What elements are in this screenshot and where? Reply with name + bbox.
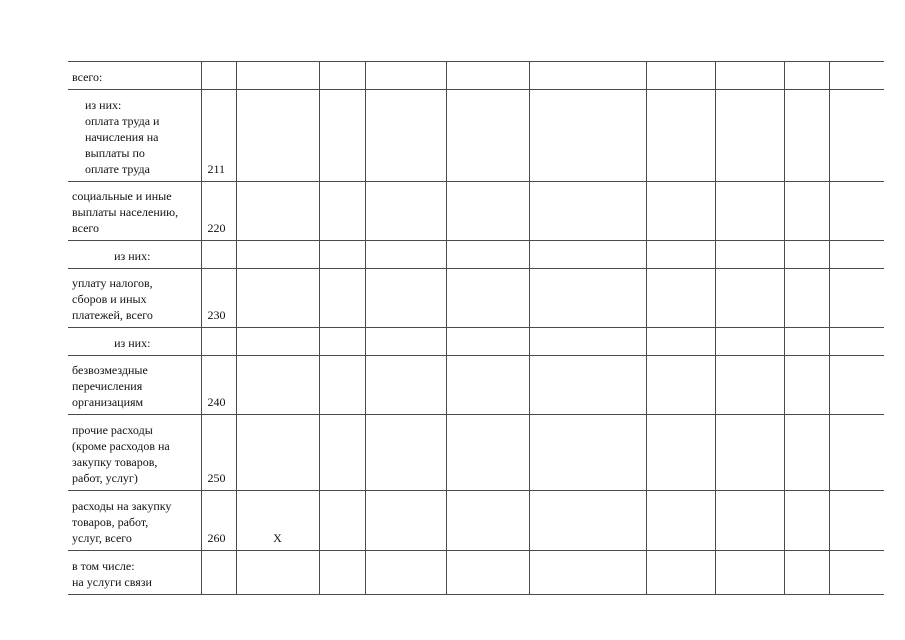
row-value-cell — [829, 551, 884, 595]
row-value-cell — [236, 62, 319, 90]
row-value-cell — [365, 182, 446, 241]
row-code-cell — [201, 241, 236, 269]
row-value-cell — [446, 182, 529, 241]
row-value-cell — [365, 269, 446, 328]
row-name: из них: — [114, 249, 151, 263]
row-code: 240 — [207, 395, 226, 409]
row-value-cell — [715, 241, 784, 269]
row-value-cell — [784, 491, 829, 551]
row-value-cell — [715, 182, 784, 241]
row-code: 260 — [207, 531, 226, 545]
row-code: 211 — [207, 162, 226, 176]
row-value-cell — [319, 90, 365, 182]
table-row — [68, 62, 884, 90]
row-value-cell — [365, 415, 446, 491]
row-value-cell — [784, 328, 829, 356]
row-value-cell — [646, 269, 715, 328]
row-value-cell — [236, 182, 319, 241]
row-value-cell — [529, 269, 646, 328]
row-value-cell — [646, 551, 715, 595]
row-value-cell — [829, 241, 884, 269]
row-name: безвозмездные перечисления организациям — [72, 363, 148, 409]
row-name: прочие расходы (кроме расходов на закупку товаров, работ, услуг) — [72, 423, 170, 485]
row-value-cell — [529, 90, 646, 182]
row-value-cell — [319, 415, 365, 491]
table-row — [68, 551, 884, 595]
row-value-cell — [365, 356, 446, 415]
row-value-cell — [236, 491, 319, 551]
row-name-cell — [68, 182, 201, 241]
row-name-cell — [68, 328, 201, 356]
row-code: 230 — [207, 308, 226, 322]
row-value-cell — [319, 62, 365, 90]
row-name-cell — [68, 551, 201, 595]
row-name-cell — [68, 241, 201, 269]
row-value-cell — [715, 269, 784, 328]
row-name: социальные и иные выплаты населению, всего — [72, 189, 179, 235]
expenses-table — [68, 61, 884, 595]
table-row — [68, 328, 884, 356]
row-value-cell — [236, 90, 319, 182]
row-value-cell — [446, 415, 529, 491]
row-name: всего: — [72, 70, 103, 84]
row-value-cell — [646, 415, 715, 491]
row-value-cell — [236, 241, 319, 269]
row-value-cell — [784, 62, 829, 90]
row-value-cell — [829, 90, 884, 182]
row-value-cell — [784, 551, 829, 595]
row-value-cell — [829, 356, 884, 415]
row-value-cell — [784, 90, 829, 182]
report-sheet — [68, 61, 884, 595]
row-value-cell — [715, 90, 784, 182]
row-value-cell — [646, 62, 715, 90]
row-value-cell — [236, 415, 319, 491]
row-value-cell — [784, 241, 829, 269]
row-value-cell — [319, 551, 365, 595]
row-name-cell — [68, 491, 201, 551]
row-value-cell — [715, 356, 784, 415]
row-value-cell — [446, 90, 529, 182]
row-value-cell — [784, 356, 829, 415]
table-row — [68, 269, 884, 328]
row-value-cell — [446, 269, 529, 328]
table-row — [68, 182, 884, 241]
table-row — [68, 491, 884, 551]
row-value-cell — [529, 551, 646, 595]
row-value-cell — [784, 269, 829, 328]
table-row — [68, 415, 884, 491]
row-name: расходы на закупку товаров, работ, услуг, всего — [72, 499, 172, 545]
row-value-cell — [365, 551, 446, 595]
row-value-cell — [529, 241, 646, 269]
row-code-cell — [201, 356, 236, 415]
row-value-cell — [829, 415, 884, 491]
row-value-cell — [529, 182, 646, 241]
row-code-cell — [201, 269, 236, 328]
row-value-cell — [446, 551, 529, 595]
row-value-cell — [236, 328, 319, 356]
row-name: из них: оплата труда и начисления на выплаты по оплате труда — [85, 98, 160, 176]
row-code: 220 — [207, 221, 226, 235]
row-value-cell — [529, 62, 646, 90]
row-code-cell — [201, 491, 236, 551]
row-value-cell — [646, 241, 715, 269]
row-value-cell — [715, 415, 784, 491]
row-mark: X — [273, 531, 282, 545]
row-value-cell — [365, 328, 446, 356]
row-value-cell — [784, 182, 829, 241]
row-value-cell — [715, 551, 784, 595]
row-value-cell — [715, 328, 784, 356]
row-value-cell — [784, 415, 829, 491]
row-value-cell — [529, 491, 646, 551]
row-code-cell — [201, 182, 236, 241]
row-value-cell — [319, 269, 365, 328]
row-value-cell — [829, 328, 884, 356]
row-value-cell — [446, 328, 529, 356]
row-value-cell — [446, 62, 529, 90]
row-value-cell — [236, 356, 319, 415]
row-code-cell — [201, 415, 236, 491]
row-value-cell — [365, 241, 446, 269]
table-row — [68, 356, 884, 415]
row-value-cell — [646, 356, 715, 415]
row-value-cell — [715, 62, 784, 90]
row-code-cell — [201, 328, 236, 356]
row-name-cell — [68, 415, 201, 491]
row-name-cell — [68, 269, 201, 328]
row-value-cell — [365, 491, 446, 551]
row-value-cell — [646, 90, 715, 182]
row-code-cell — [201, 62, 236, 90]
row-name: из них: — [114, 336, 151, 350]
row-value-cell — [646, 182, 715, 241]
row-value-cell — [529, 415, 646, 491]
table-row — [68, 90, 884, 182]
row-value-cell — [646, 328, 715, 356]
row-code: 250 — [207, 471, 226, 485]
row-value-cell — [319, 356, 365, 415]
row-value-cell — [365, 90, 446, 182]
row-value-cell — [446, 491, 529, 551]
row-code-cell — [201, 551, 236, 595]
row-name-cell — [68, 356, 201, 415]
row-name: в том числе: на услуги связи — [72, 559, 152, 589]
row-value-cell — [236, 551, 319, 595]
row-name-cell — [68, 90, 201, 182]
row-value-cell — [829, 491, 884, 551]
row-value-cell — [829, 62, 884, 90]
row-value-cell — [715, 491, 784, 551]
row-value-cell — [529, 356, 646, 415]
row-value-cell — [319, 182, 365, 241]
row-value-cell — [646, 491, 715, 551]
row-value-cell — [319, 491, 365, 551]
row-code-cell — [201, 90, 236, 182]
row-value-cell — [236, 269, 319, 328]
row-name-cell — [68, 62, 201, 90]
row-value-cell — [365, 62, 446, 90]
row-value-cell — [529, 328, 646, 356]
row-value-cell — [829, 269, 884, 328]
row-value-cell — [829, 182, 884, 241]
row-value-cell — [319, 328, 365, 356]
row-value-cell — [446, 241, 529, 269]
row-name: уплату налогов, сборов и иных платежей, всего — [72, 276, 153, 322]
row-value-cell — [319, 241, 365, 269]
row-value-cell — [446, 356, 529, 415]
table-row — [68, 241, 884, 269]
